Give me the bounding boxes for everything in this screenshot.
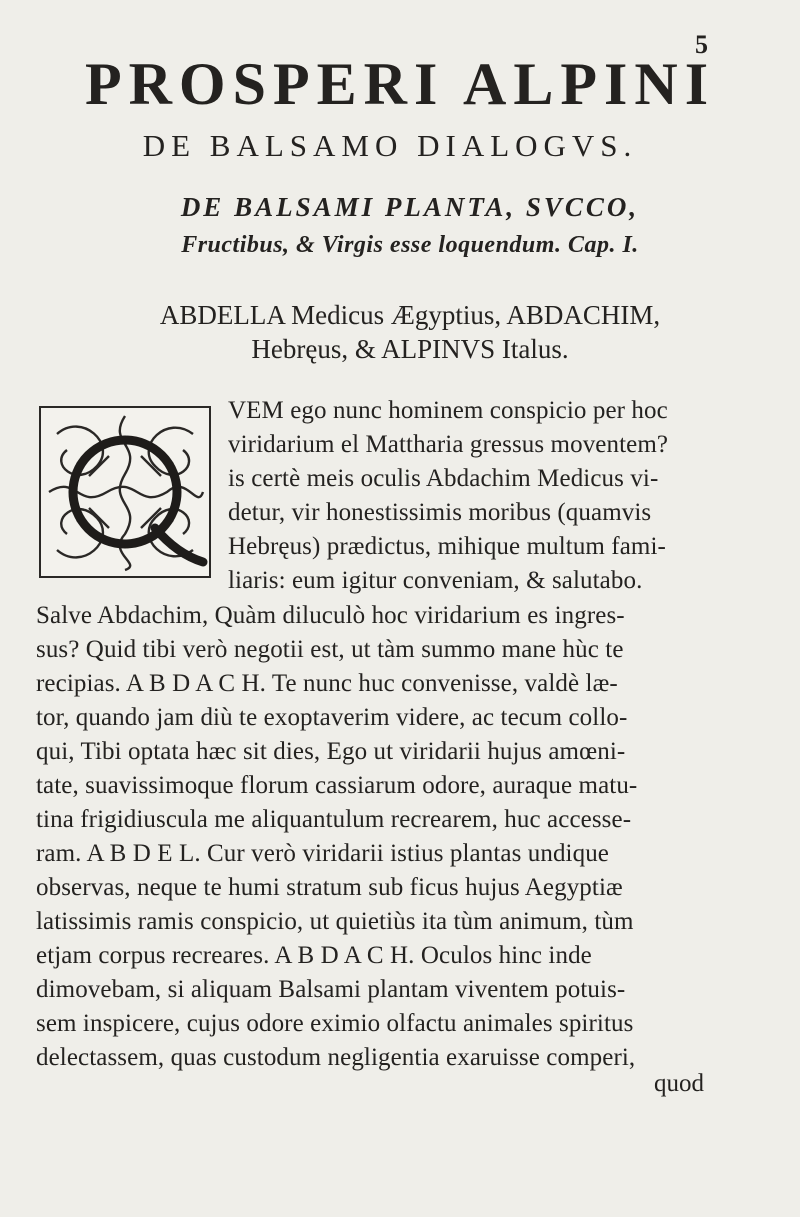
- body-line: latissimis ramis conspicio, ut quietiùs ita tùm animum, tùm: [36, 908, 634, 935]
- body-line: Salve Abdachim, Quàm diluculò hoc viridarium es ingres-: [36, 602, 625, 629]
- body-line: tina frigidiuscula me aliquantulum recrearem, huc accesse-: [36, 806, 632, 833]
- body-line: Hebręus) prædictus, mihique multum fami-: [228, 533, 666, 560]
- speakers-line-1: ABDELLA Medicus Ægyptius, ABDACHIM,: [159, 300, 661, 330]
- body-line: viridarium el Mattharia gressus moventem?: [228, 431, 669, 458]
- page-number: 5: [695, 30, 708, 59]
- body-line: tor, quando jam diù te exoptaverim videre, ac tecum collo-: [36, 704, 628, 731]
- body-line: recipias. A B D A C H. Te nunc huc convenisse, valdè læ-: [36, 670, 618, 697]
- body-line: qui, Tibi optata hæc sit dies, Ego ut viridarii hujus amœni-: [36, 738, 626, 765]
- body-line: is certè meis oculis Abdachim Medicus vi-: [228, 465, 659, 492]
- body-line: sus? Quid tibi verò negotii est, ut tàm summo mane hùc te: [36, 636, 624, 663]
- body-line: delectassem, quas custodum negligentia exaruisse comperi,: [36, 1044, 636, 1071]
- body-line: etjam corpus recreares. A B D A C H. Oculos hinc inde: [36, 942, 592, 969]
- body-line: sem inspicere, cujus odore eximio olfactu animales spiritus: [36, 1010, 634, 1037]
- body-line: liaris: eum igitur conveniam, & salutabo.: [228, 567, 643, 594]
- body-line: ram. A B D E L. Cur verò viridarii istius plantas undique: [36, 840, 609, 867]
- speakers-line-2: Hebręus, & ALPINVS Italus.: [251, 334, 569, 364]
- chapter-heading-line-2: Fructibus, & Virgis esse loquendum. Cap. I.: [181, 232, 639, 258]
- body-line: observas, neque te humi stratum sub ficus hujus Aegyptiæ: [36, 874, 623, 901]
- catchword: quod: [654, 1070, 704, 1097]
- chapter-heading-line-1: DE BALSAMI PLANTA, SVCCO,: [180, 192, 640, 222]
- ornament-icon: [37, 404, 213, 580]
- book-title: PROSPERI ALPINI: [84, 51, 716, 117]
- body-line: VEM ego nunc hominem conspicio per hoc: [228, 397, 668, 424]
- body-line: dimovebam, si aliquam Balsami plantam viventem potuis-: [36, 976, 626, 1003]
- body-line: tate, suavissimoque florum cassiarum odore, auraque matu-: [36, 772, 638, 799]
- decorated-initial: [37, 404, 213, 580]
- book-subtitle: DE BALSAMO DIALOGVS.: [142, 128, 638, 163]
- body-line: detur, vir honestissimis moribus (quamvis: [228, 499, 652, 526]
